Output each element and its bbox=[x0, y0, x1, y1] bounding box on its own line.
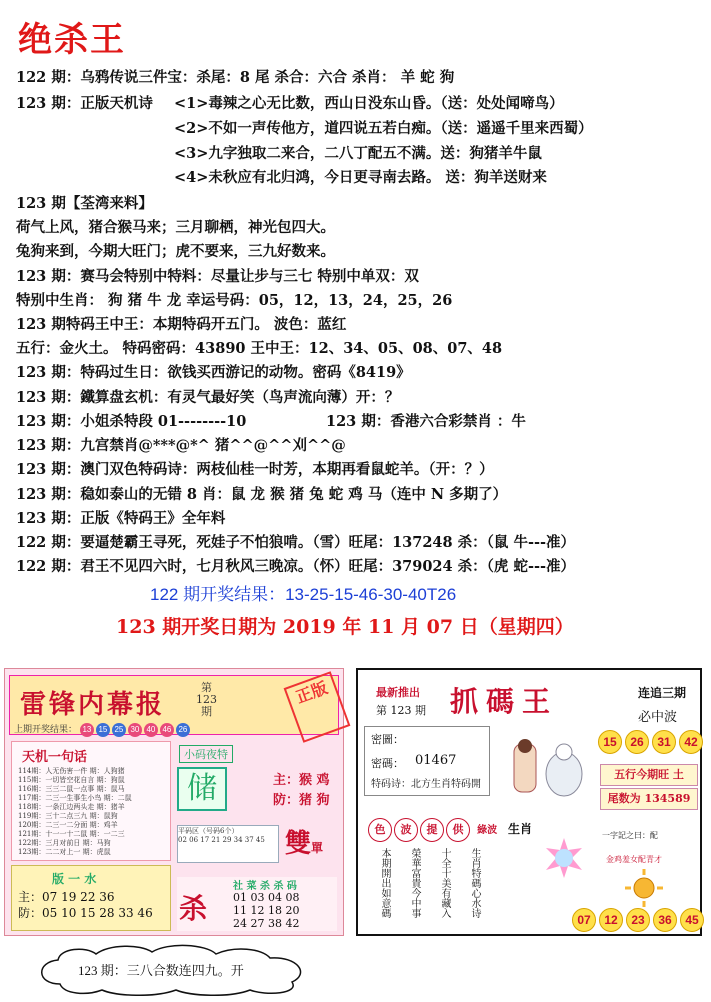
tag: 色 bbox=[368, 818, 392, 842]
result-ball: 40 bbox=[144, 723, 158, 737]
tianji-row: 120期：二三一二分面 期：鸡羊 bbox=[18, 821, 118, 829]
issue-bottom: 期 bbox=[201, 705, 212, 718]
tianji-row: 118期：一条江边两头走 期：猪羊 bbox=[18, 803, 125, 811]
yizi-line: 一字記之曰：配 bbox=[602, 831, 658, 840]
zhu-line bbox=[273, 769, 330, 788]
zhuamawang-brand: 抓碼王 bbox=[450, 685, 559, 718]
poem-line: <1>毒辣之心无比数，西山日没东山昏。（送：处处闻啼鸟） bbox=[174, 95, 564, 112]
text-line: 兔狗来到，今期大旺门；虎不要来，三九好数来。 bbox=[16, 243, 335, 260]
text-line: 123 期：小姐杀特段 01--------10 bbox=[16, 413, 247, 430]
tianji-row: 121期：十一一十二鼠 期：一二三 bbox=[18, 830, 125, 838]
hk-ban-line: 123 期：香港六合彩禁肖 ：牛 bbox=[326, 413, 526, 430]
draw-date: 123 期开奖日期为 2019 年 11 月 07 日（星期四） bbox=[116, 616, 574, 638]
text-line: 123 期：澳门双色特码诗：两枝仙桂一时芳，本期再看鼠蛇羊。（开：？） bbox=[16, 461, 494, 478]
result-ball: 25 bbox=[112, 723, 126, 737]
ball: 12 bbox=[599, 908, 623, 932]
ban-box bbox=[11, 865, 171, 931]
leifeng-card bbox=[4, 668, 344, 936]
ban-zhu-label: 主： bbox=[18, 890, 43, 904]
tag: 供 bbox=[446, 818, 470, 842]
leifeng-header bbox=[9, 675, 339, 735]
zhu-label: 主： bbox=[273, 773, 300, 788]
text-line: 123 期：鐵算盘玄机：有灵气最好笑（鸟声流向薄）开：？ bbox=[16, 389, 400, 406]
tianji-title: 天机一句话 bbox=[22, 750, 88, 765]
zhu-value: 猴 鸡 bbox=[299, 773, 330, 788]
shuang-big: 雙 bbox=[285, 829, 312, 859]
text-line: 123 期【荃湾来料】 bbox=[16, 195, 153, 212]
text-line: 特别中生肖： 狗 猪 牛 龙 幸运号码：05，12，13，24，25，26 bbox=[16, 292, 453, 309]
shuang-char bbox=[285, 823, 323, 860]
sha-row: 11 12 18 20 bbox=[233, 904, 300, 917]
text-line: 123 期：正版天机诗 bbox=[16, 95, 153, 112]
top-balls bbox=[598, 730, 706, 754]
ping-box bbox=[177, 825, 279, 863]
ping-label: 平码区（号码6个） bbox=[178, 827, 239, 835]
result-ball: 46 bbox=[160, 723, 174, 737]
color-tags bbox=[368, 818, 497, 842]
shuang-small: 單 bbox=[311, 841, 324, 855]
ban-zhu bbox=[18, 888, 115, 905]
ball: 45 bbox=[680, 908, 704, 932]
ball: 36 bbox=[653, 908, 677, 932]
sha-char: 杀 bbox=[179, 892, 208, 925]
ball: 15 bbox=[598, 730, 622, 754]
text-line: 122 期：要逼楚霸王寻死，死娃子不怕狼啃。（雪）旺尾：137248 杀：（鼠 牛---准） bbox=[16, 534, 575, 551]
sha-row: 01 03 04 08 bbox=[233, 891, 300, 904]
lion-icon bbox=[542, 836, 586, 880]
text-line: 122 期：乌鸦传说三件宝：杀尾：8 尾 杀合：六合 杀肖： 羊 蛇 狗 bbox=[16, 69, 455, 86]
ball: 42 bbox=[679, 730, 703, 754]
verse-column: 十全十美有藏入 bbox=[439, 848, 450, 918]
ball: 07 bbox=[572, 908, 596, 932]
text-line: 123 期：稳如泰山的无错 8 肖：鼠 龙 猴 猪 兔 蛇 鸡 马（连中 N 多期了） bbox=[16, 486, 508, 503]
fang-label: 防： bbox=[273, 793, 300, 808]
result-ball: 30 bbox=[128, 723, 142, 737]
tianji-row: 116期：三三二鼠一点事 期：鼠马 bbox=[18, 785, 125, 793]
zhuamawang-card bbox=[356, 668, 702, 936]
streak-label: 连追三期 bbox=[638, 686, 687, 700]
sheng-label: 生肖 bbox=[508, 822, 533, 836]
text-line: 荷气上风，猪合猴马来；三月聊栖，神光包四大。 bbox=[16, 219, 335, 236]
tianji-box bbox=[11, 741, 171, 861]
bride-illustration-icon bbox=[508, 734, 588, 804]
poem-line: <4>未秋应有北归鸿，今日更寻南去路。 送：狗羊送财来 bbox=[174, 169, 547, 186]
ball: 31 bbox=[652, 730, 676, 754]
verse-column: 生肖特碼心水诗 bbox=[469, 848, 480, 918]
tianji-row: 114期：人无伤害一件 期：人狗猪 bbox=[18, 767, 125, 775]
wuxing-box: 五行今期旺 土 bbox=[600, 764, 698, 786]
right-issue: 第 123 期 bbox=[376, 704, 426, 717]
verse-column: 榮華富貴今中事 bbox=[409, 848, 420, 918]
sha-title: 社 菜 杀 杀 码 bbox=[233, 881, 297, 892]
fang-value: 猪 狗 bbox=[299, 793, 330, 808]
weishu-value: 134589 bbox=[644, 792, 691, 805]
tianji-row: 122期：三月对前日 期：马狗 bbox=[18, 839, 111, 847]
prev-label: 上期开奖结果： bbox=[14, 725, 78, 735]
text-line: 123 期：特码过生日：欲钱买西游记的动物。密码《8419》 bbox=[16, 364, 411, 381]
mi-label: 密圖： bbox=[371, 733, 404, 746]
big-char: 储 bbox=[177, 767, 227, 811]
ban-fang-label: 防： bbox=[18, 906, 43, 920]
speech-bubble bbox=[30, 944, 330, 996]
bubble-text: 123 期：三八合数连四九。开 bbox=[78, 963, 244, 978]
page-title: 绝杀王 bbox=[18, 20, 126, 60]
leifeng-brand: 雷锋内幕报 bbox=[20, 690, 166, 720]
result-label: 122 期开奖结果： bbox=[150, 585, 286, 604]
tag: 波 bbox=[394, 818, 418, 842]
sha-box bbox=[177, 877, 337, 931]
issue-num: 123 bbox=[196, 693, 217, 706]
latest-label: 最新推出 bbox=[376, 686, 420, 699]
weishu-box bbox=[600, 788, 698, 810]
bottom-balls bbox=[572, 908, 707, 932]
xiaoma-box bbox=[177, 741, 337, 871]
tag: 提 bbox=[420, 818, 444, 842]
text-line: 五行：金火土。 特码密码：43890 王中王：12、34、05、08、07、48 bbox=[16, 340, 503, 357]
must-label: 必中波 bbox=[638, 710, 678, 725]
ban-fang-value: 05 10 15 28 33 46 bbox=[42, 906, 153, 920]
poem-line: <2>不如一声传他方，道四说五若白痴。（送：遥遥千里来西蜀） bbox=[174, 120, 593, 137]
tag-extra: 綠波 bbox=[477, 825, 498, 836]
ban-fang bbox=[18, 904, 153, 921]
tianji-row: 123期：二二对上一 期：虎鼠 bbox=[18, 848, 111, 856]
leifeng-issue bbox=[196, 682, 217, 718]
te-label: 特码诗：北方生肖特码開 bbox=[371, 779, 481, 790]
result-ball: 15 bbox=[96, 723, 110, 737]
text-line: 123 期：正版《特码王》全年料 bbox=[16, 510, 226, 527]
result-ball: 26 bbox=[176, 723, 190, 737]
poem-line: <3>九字独取二来合，二八丁配五不满。送：狗猪羊牛鼠 bbox=[174, 145, 542, 162]
prev-result-row bbox=[14, 722, 192, 737]
text-line: 123 期特码王中王：本期特码开五门。 波色：蓝红 bbox=[16, 316, 347, 333]
ping-nums: 02 06 17 21 29 34 37 45 bbox=[178, 836, 265, 844]
mi-box bbox=[364, 726, 490, 796]
ball: 26 bbox=[625, 730, 649, 754]
jinshu-line: 金鸡羞女配青才 bbox=[606, 855, 662, 864]
weishu-label: 尾数为 bbox=[607, 792, 641, 805]
tianji-row: 115期：一切皆空花自言 期：狗鼠 bbox=[18, 776, 125, 784]
ban-title: 版 一 水 bbox=[52, 872, 97, 886]
xiaoma-title: 小码夜特 bbox=[179, 745, 233, 763]
tianji-row: 117期：二三一生事生小鸟 期：二鼠 bbox=[18, 794, 132, 802]
sha-row: 24 27 38 42 bbox=[233, 917, 300, 930]
result-line bbox=[150, 580, 456, 605]
ball: 23 bbox=[626, 908, 650, 932]
sun-icon bbox=[624, 868, 664, 908]
result-numbers: 13-25-15-46-30-40T26 bbox=[285, 585, 457, 604]
ma-label: 密碼： bbox=[371, 757, 404, 770]
text-line: 122 期：君王不见四六时，七月秋风三晚凉。（怀）旺尾：379024 杀：（虎 蛇---准） bbox=[16, 558, 575, 575]
zhengban-stamp: 正版 bbox=[284, 671, 351, 743]
fang-line bbox=[273, 789, 330, 808]
issue-top: 第 bbox=[201, 681, 212, 694]
tianji-row: 119期：三十二点三九 期：鼠狗 bbox=[18, 812, 118, 820]
verse-column: 本期開出如意碼 bbox=[379, 848, 390, 918]
text-line: 123 期：九宫禁肖@***@*^ 猪^^@^^刈^^@ bbox=[16, 437, 346, 454]
ban-zhu-value: 07 19 22 36 bbox=[42, 890, 115, 904]
text-line: 123 期：赛马会特别中特料：尽量让步与三七 特别中单双：双 bbox=[16, 268, 419, 285]
result-ball: 13 bbox=[80, 723, 94, 737]
ma-value: 01467 bbox=[415, 753, 457, 768]
